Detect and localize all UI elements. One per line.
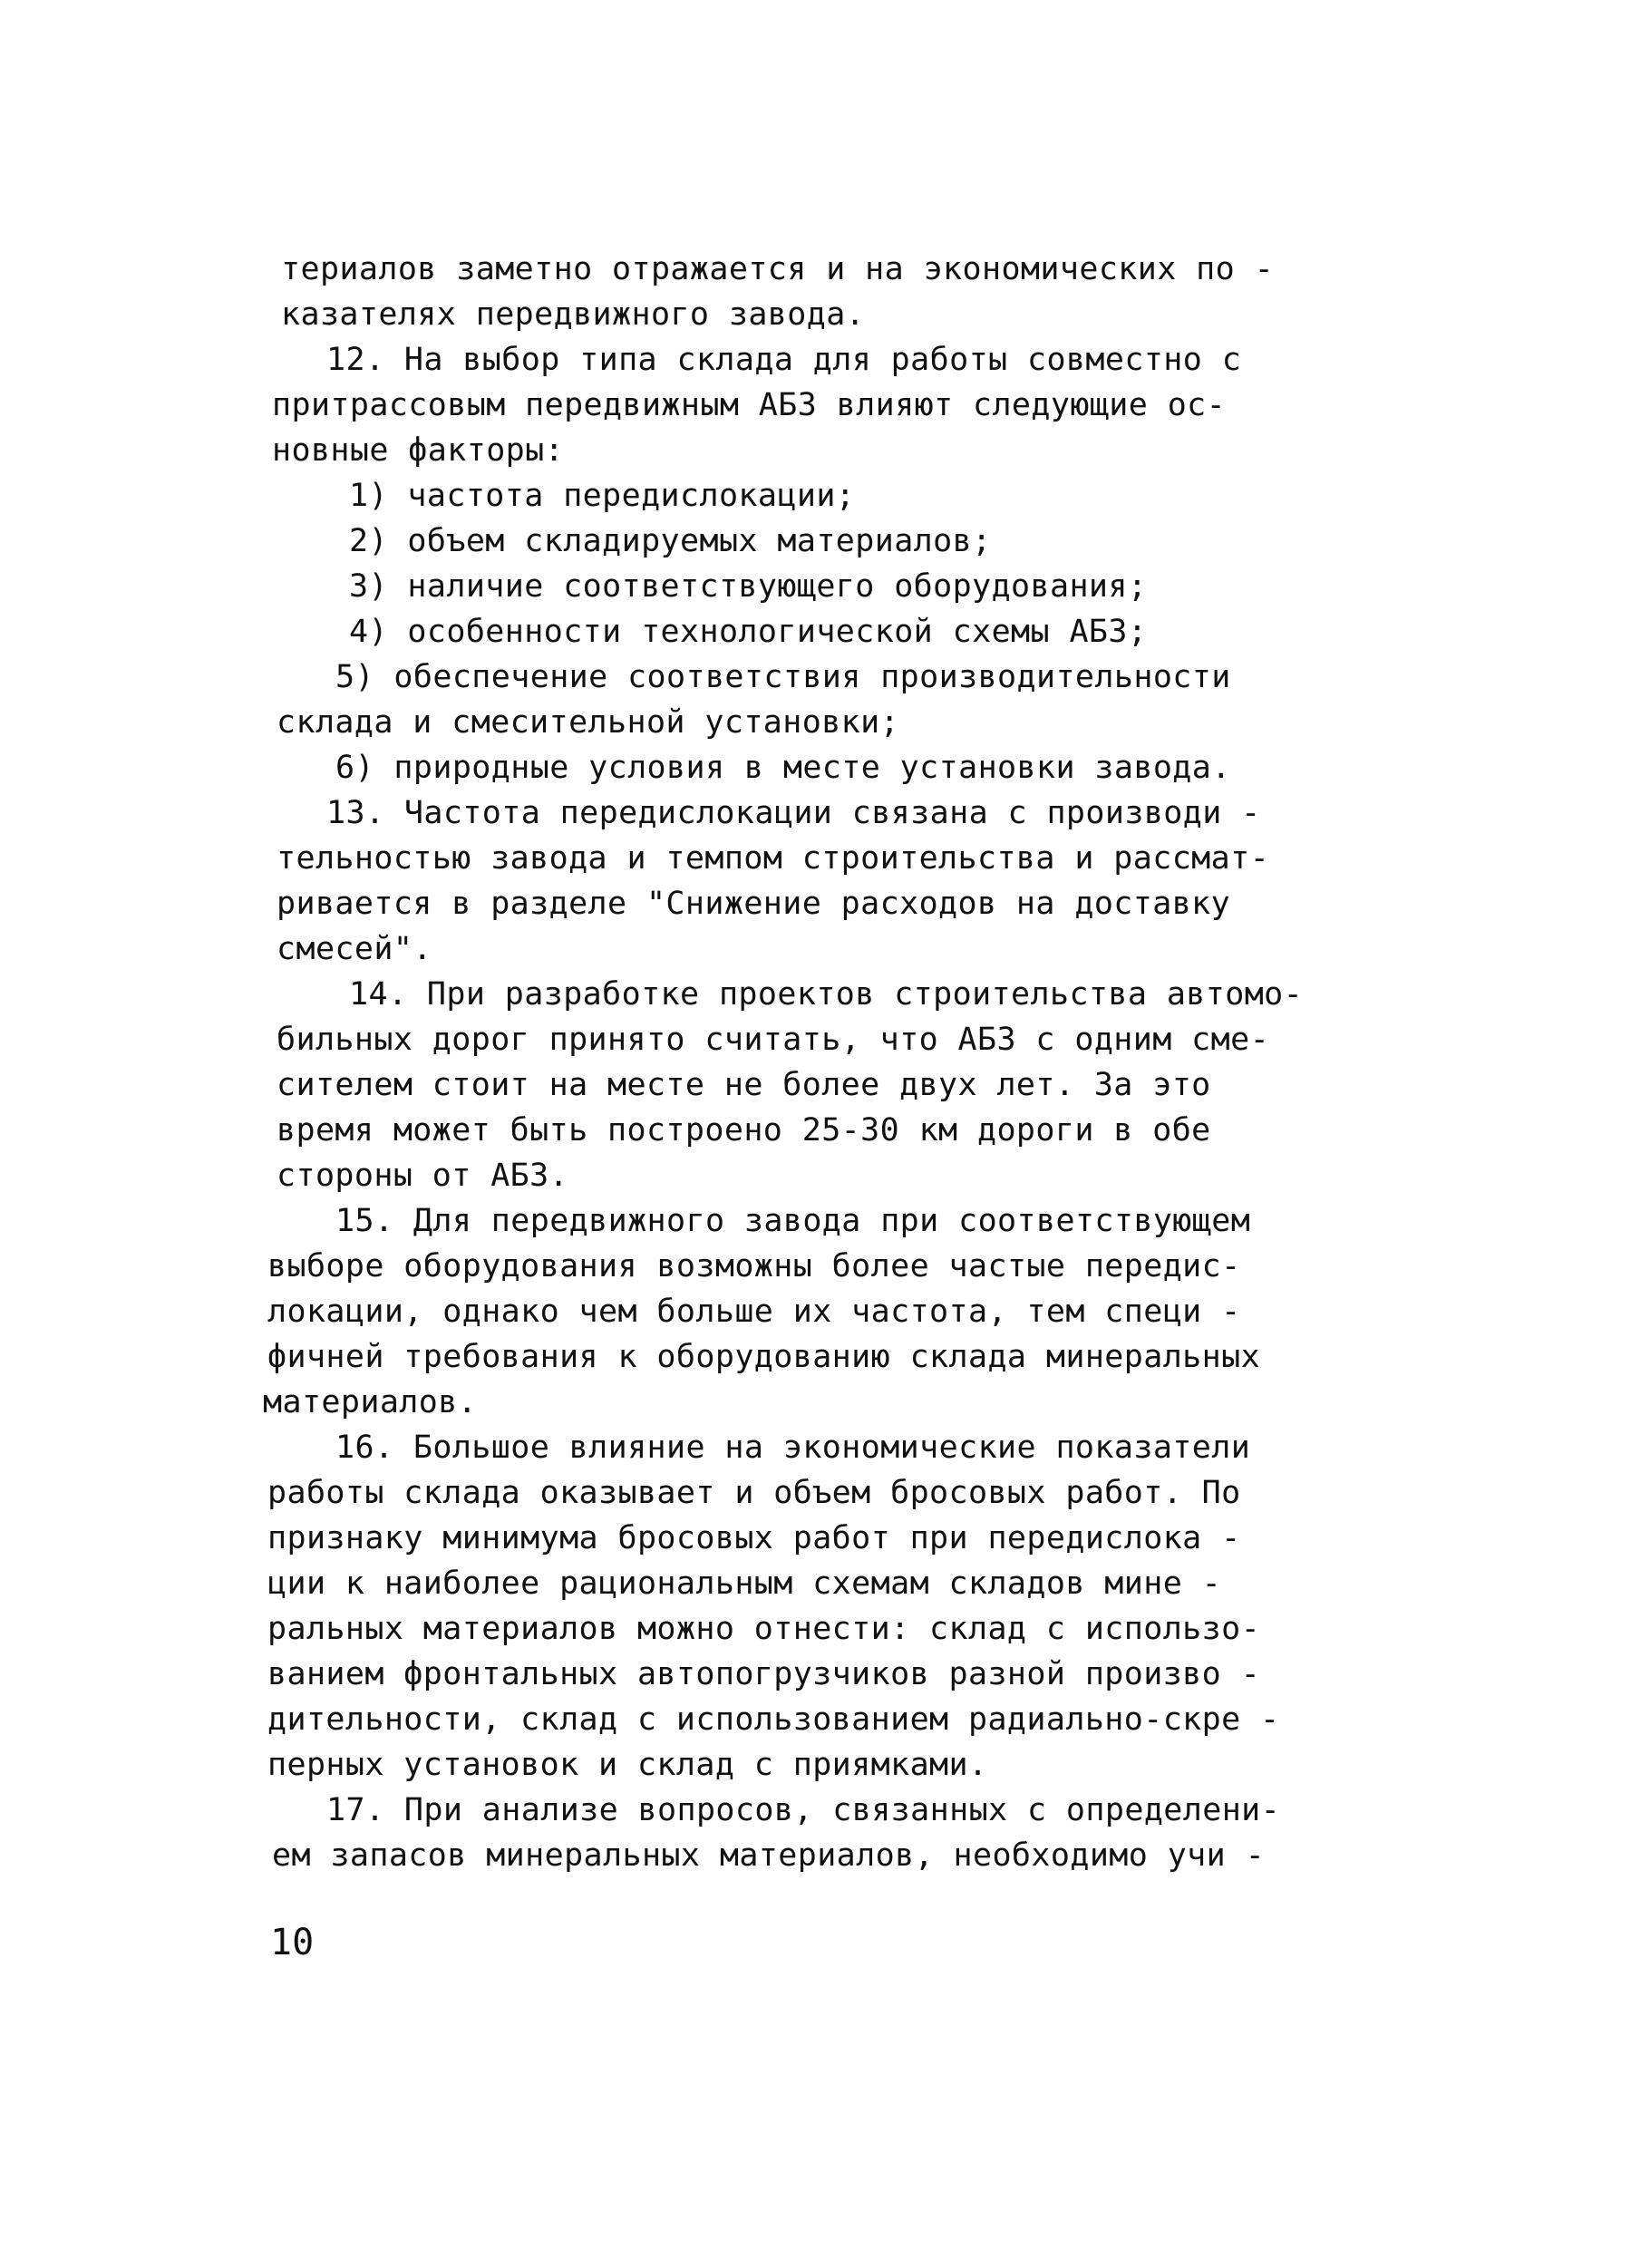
text-line: новные факторы: [272, 432, 565, 469]
text-line: фичней требования к оборудованию склада минеральных [267, 1339, 1261, 1375]
text-line: 4) особенности технологической схемы АБЗ; [349, 614, 1148, 650]
text-line: 17. При анализе вопросов, связанных с определени- [326, 1792, 1281, 1828]
text-line: бильных дорог принято считать, что АБЗ с одним сме- [277, 1022, 1270, 1058]
body-text [263, 247, 1432, 1878]
text-line: материалов. [263, 1384, 478, 1420]
text-line: 6) природные условия в месте установки завода. [335, 750, 1231, 786]
text-line: притрассовым передвижным АБЗ влияют следующие ос- [272, 387, 1227, 423]
text-line: ральных материалов можно отнести: склад с использо- [267, 1611, 1261, 1647]
text-line: ции к наиболее рациональным схемам складов мине - [267, 1565, 1222, 1602]
text-line: склада и смесительной установки; [277, 704, 900, 741]
text-line: работы склада оказывает и объем бросовых работ. По [267, 1475, 1241, 1511]
text-line: 15. Для передвижного завода при соответствующем [335, 1203, 1251, 1239]
text-line: перных установок и склад с приямками. [267, 1747, 988, 1783]
text-line: ем запасов минеральных материалов, необходимо учи - [272, 1837, 1266, 1874]
text-line: выборе оборудования возможны более частые передис- [267, 1248, 1241, 1284]
page-number: 10 [270, 1922, 315, 1963]
text-line: казателях передвижного завода. [281, 296, 866, 333]
text-line: сителем стоит на месте не более двух лет. За это [277, 1067, 1211, 1103]
text-line: 12. На выбор типа склада для работы совместно с [326, 342, 1242, 378]
text-line: тельностью завода и темпом строительства и рассмат- [277, 840, 1270, 877]
text-line: 14. При разработке проектов строительства автомо- [349, 976, 1304, 1013]
text-line: ривается в разделе "Снижение расходов на доставку [277, 886, 1231, 922]
text-line: 16. Большое влияние на экономические показатели [335, 1430, 1251, 1466]
text-line: териалов заметно отражается и на экономических по - [281, 251, 1275, 287]
text-line: локации, однако чем больше их частота, тем специ - [267, 1294, 1241, 1330]
text-line: 5) обеспечение соответствия производительности [335, 659, 1231, 695]
text-line: дительности, склад с использованием радиально-скре - [267, 1701, 1280, 1738]
text-line: 2) объем складируемых материалов; [349, 523, 992, 559]
text-line: 13. Частота передислокации связана с производи - [326, 795, 1261, 831]
text-line: 3) наличие соответствующего оборудования; [349, 568, 1148, 605]
text-line: смесей". [277, 931, 432, 967]
text-line: стороны от АБЗ. [277, 1158, 569, 1194]
text-line: ванием фронтальных автопогрузчиков разной произво - [267, 1656, 1261, 1692]
text-line: время может быть построено 25-30 км дороги в обе [277, 1112, 1211, 1149]
text-line: 1) частота передислокации; [349, 478, 856, 514]
text-line: признаку минимума бросовых работ при передислока - [267, 1520, 1241, 1556]
